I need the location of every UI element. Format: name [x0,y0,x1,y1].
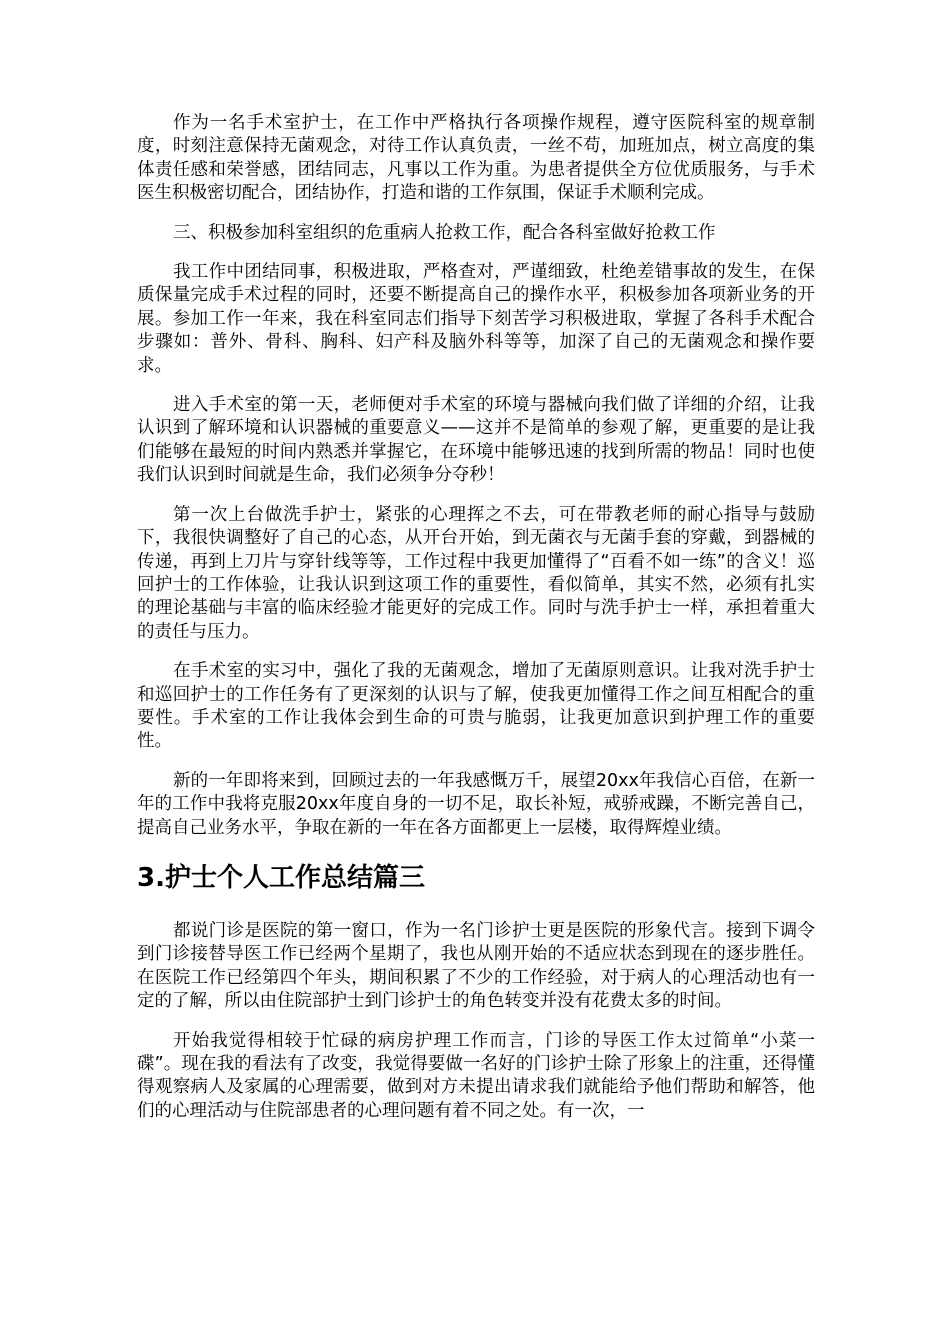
paragraph-skills: 我工作中团结同事，积极进取，严格查对，严谨细致，杜绝差错事故的发生，在保质保量完成手术过程的同时，还要不断提高自己的操作水平，积极参加各项新业务的开展。参加工作一年来，我在科室同志们指导下刻苦学习积极进取，掌握了各科手术配合步骤如：普外、骨科、胸科、妇产科及脑外科等等，加深了自己的无菌观念和操作要求。 [137,262,815,376]
paragraph-item-three: 三、积极参加科室组织的危重病人抢救工作，配合各科室做好抢救工作 [173,222,716,243]
document-page [137,112,815,1139]
paragraph-scrub-nurse: 第一次上台做洗手护士，紧张的心理挥之不去，可在带教老师的耐心指导与鼓励下，我很快调整好了自己的心态，从开台开始，到无菌衣与无菌手套的穿戴，到器械的传递，再到上刀片与穿针线等等，工作过程中我更加懂得了“百看不如一练”的含义！巡回护士的工作体验，让我认识到这项工作的重要性，看似简单，其实不然，必须有扎实的理论基础与丰富的临床经验才能更好的完成工作。同时与洗手护士一样，承担着重大的责任与压力。 [137,504,815,642]
paragraph-teamwork: 作为一名手术室护士，在工作中严格执行各项操作规程，遵守医院科室的规章制度，时刻注意保持无菌观念，对待工作认真负责，一丝不苟，加班加点，树立高度的集体责任感和荣誉感，团结同志，凡事以工作为重。为患者提供全方位优质服务，与手术医生积极密切配合，团结协作，打造和谐的工作氛围，保证手术顺利完成。 [137,113,815,204]
paragraph-guide-work: 开始我觉得相较于忙碌的病房护理工作而言，门诊的导医工作太过简单“小菜一碟”。现在我的看法有了改变，我觉得要做一名好的门诊护士除了形象上的注重，还得懂得观察病人及家属的心理需要，做到对方未提出请求我们就能给予他们帮助和解答，他们的心理活动与住院部患者的心理问题有着不同之处。有一次，一 [137,1030,815,1121]
paragraph-first-day: 进入手术室的第一天，老师便对手术室的环境与器械向我们做了详细的介绍，让我认识到了解环境和认识器械的重要意义——这并不是简单的参观了解，更重要的是让我们能够在最短的时间内熟悉并掌握它，在环境中能够迅速的找到所需的物品！同时也使我们认识到时间就是生命，我们必须争分夺秒！ [137,395,815,486]
paragraph-new-year: 新的一年即将来到，回顾过去的一年我感慨万千，展望20xx年我信心百倍，在新一年的工作中我将克服20xx年度自身的一切不足，取长补短，戒骄戒躁，不断完善自己，提高自己业务水平，争取在新的一年在各方面都更上一层楼，取得辉煌业绩。 [137,770,815,838]
paragraph-outpatient: 都说门诊是医院的第一窗口，作为一名门诊护士更是医院的形象代言。接到下调令到门诊接替导医工作已经两个星期了，我也从刚开始的不适应状态到现在的逐步胜任。在医院工作已经第四个年头，期间积累了不少的工作经验，对于病人的心理活动也有一定的了解，所以由住院部护士到门诊护士的角色转变并没有花费太多的时间。 [137,920,815,1012]
paragraph-internship: 在手术室的实习中，强化了我的无菌观念，增加了无菌原则意识。让我对洗手护士和巡回护士的工作任务有了更深刻的认识与了解，使我更加懂得工作之间互相配合的重要性。手术室的工作让我体会到生命的可贵与脆弱，让我更加意识到护理工作的重要性。 [137,661,815,752]
section-heading: 3.护士个人工作总结篇三 [137,862,425,893]
